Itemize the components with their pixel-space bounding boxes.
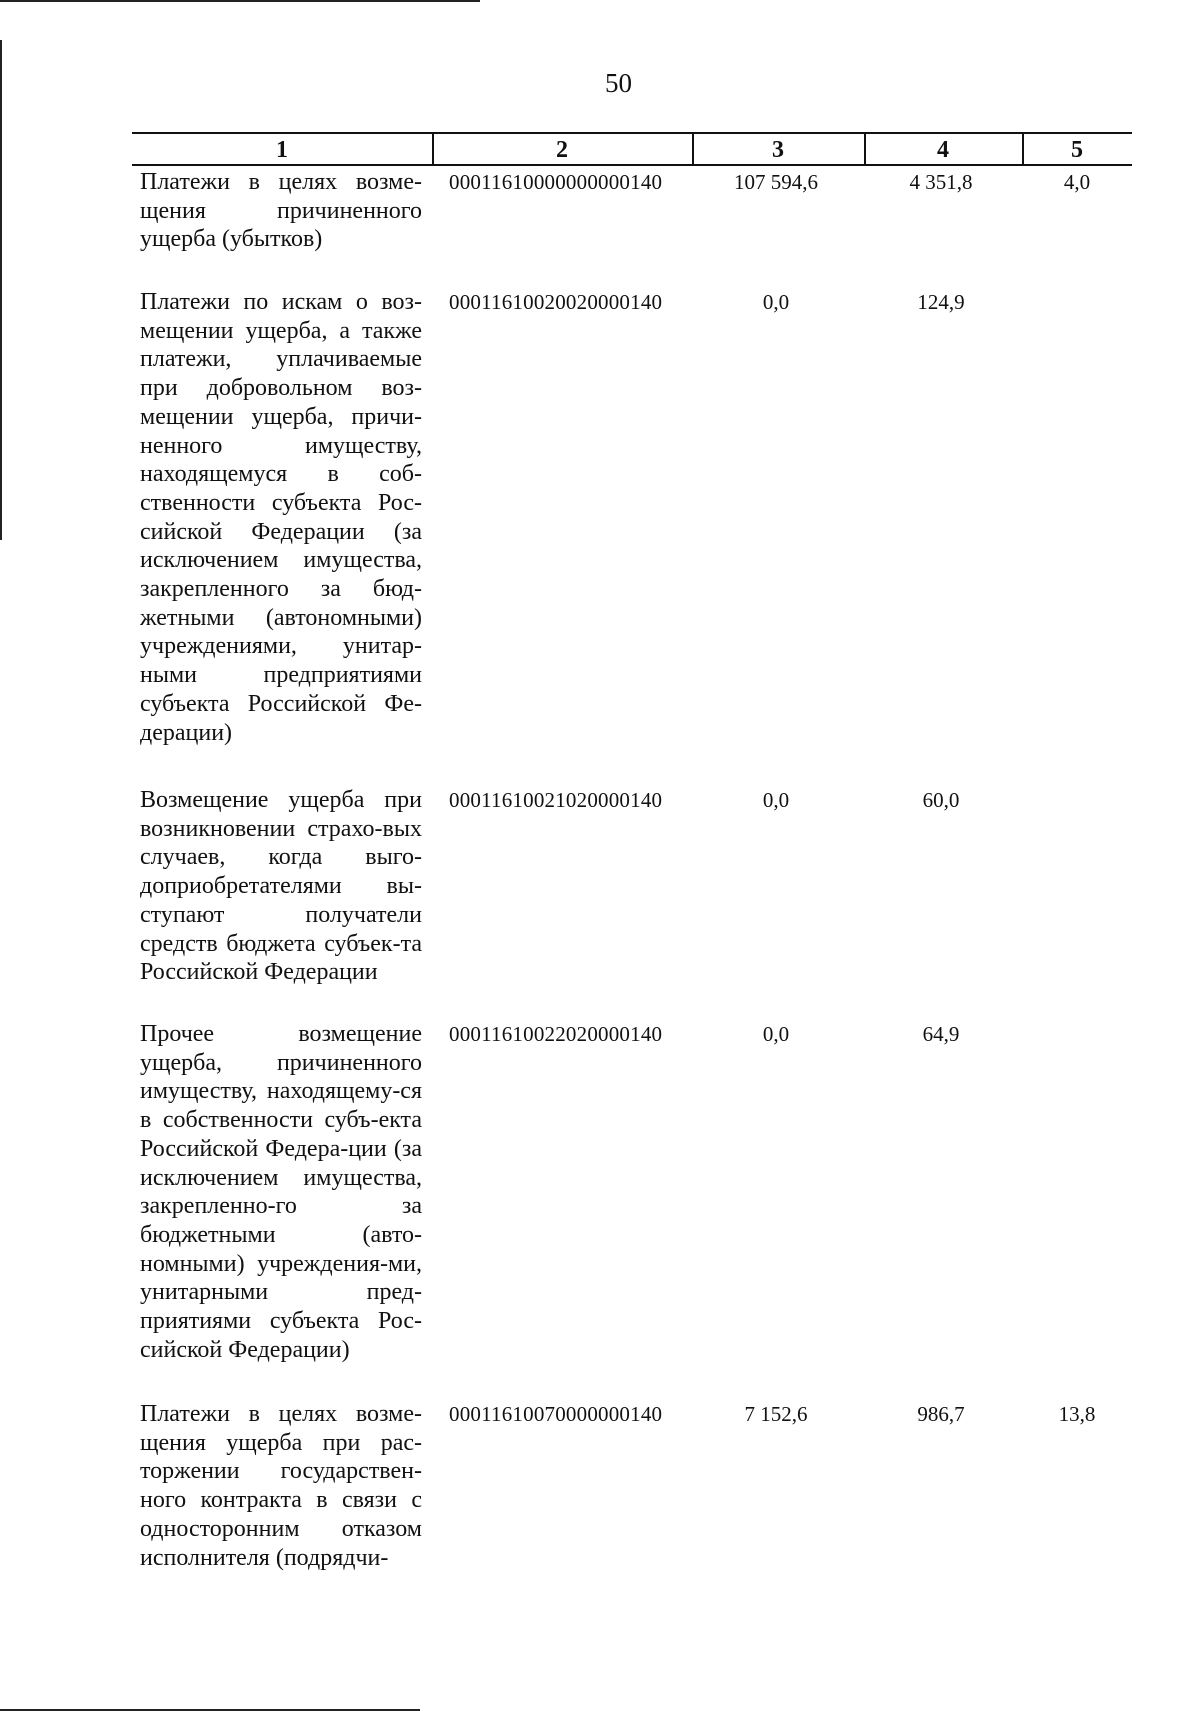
row-col5-value: 13,8: [1058, 1402, 1096, 1426]
scan-edge-left: [0, 40, 2, 540]
header-col-3: 3: [772, 137, 784, 163]
page-number: 50: [605, 68, 632, 98]
row-col3-value: 0,0: [762, 290, 790, 314]
row-code: 00011610000000000140: [449, 170, 663, 194]
header-col-5: 5: [1071, 137, 1083, 163]
row-col3-value: 7 152,6: [744, 1402, 808, 1426]
scan-edge-bottom: [0, 1709, 420, 1711]
row-col4-value: 986,7: [917, 1402, 965, 1426]
row-col3-value: 0,0: [762, 1022, 790, 1046]
row-description: Платежи в целях возме-щения причиненного ущерба (убытков): [140, 169, 422, 253]
header-col-2: 2: [556, 137, 568, 163]
row-col5-value: 4,0: [1063, 170, 1091, 194]
header-col-1: 1: [276, 137, 288, 163]
row-col3-value: 107 594,6: [734, 170, 818, 194]
scan-edge-top: [0, 0, 480, 2]
row-col4-value: 124,9: [917, 290, 965, 314]
row-code: 00011610021020000140: [449, 788, 663, 812]
row-description: Платежи по искам о воз-мещении ущерба, а также платежи, уплачиваемые при добровольном воз-мещении ущерба, причи-ненного имуществу, находящемуся в соб-ственности субъекта Рос-сийской Федерации (за исключением имущества, закрепленного за бюд-жетными (автономными) учреждениями, унитар-ными предприятиями субъекта Российской Фе-дерации): [140, 289, 422, 746]
row-code: 00011610022020000140: [449, 1022, 663, 1046]
row-col4-value: 60,0: [922, 788, 960, 812]
row-description: Платежи в целях возме-щения ущерба при рас-торжении государствен-ного контракта в связи с односторонним отказом исполнителя (подрядчи-: [140, 1401, 422, 1571]
row-code: 00011610020020000140: [449, 290, 663, 314]
row-description: Возмещение ущерба при возникновении страхо-вых случаев, когда выго-доприобретателями вы-ступают получатели средств бюджета субъек-та Российской Федерации: [140, 787, 422, 986]
row-col4-value: 4 351,8: [909, 170, 973, 194]
table-header: [132, 132, 1132, 166]
row-col3-value: 0,0: [762, 788, 790, 812]
row-code: 00011610070000000140: [449, 1402, 663, 1426]
header-col-4: 4: [937, 137, 949, 163]
row-col4-value: 64,9: [922, 1022, 960, 1046]
row-description: Прочее возмещение ущерба, причиненного имуществу, находящему-ся в собственности субъ-екта Российской Федера-ции (за исключением имущества, закрепленно-го за бюджетными (авто-номными) учреждения-ми, унитарными пред-приятиями субъекта Рос-сийской Федерации): [140, 1021, 422, 1363]
